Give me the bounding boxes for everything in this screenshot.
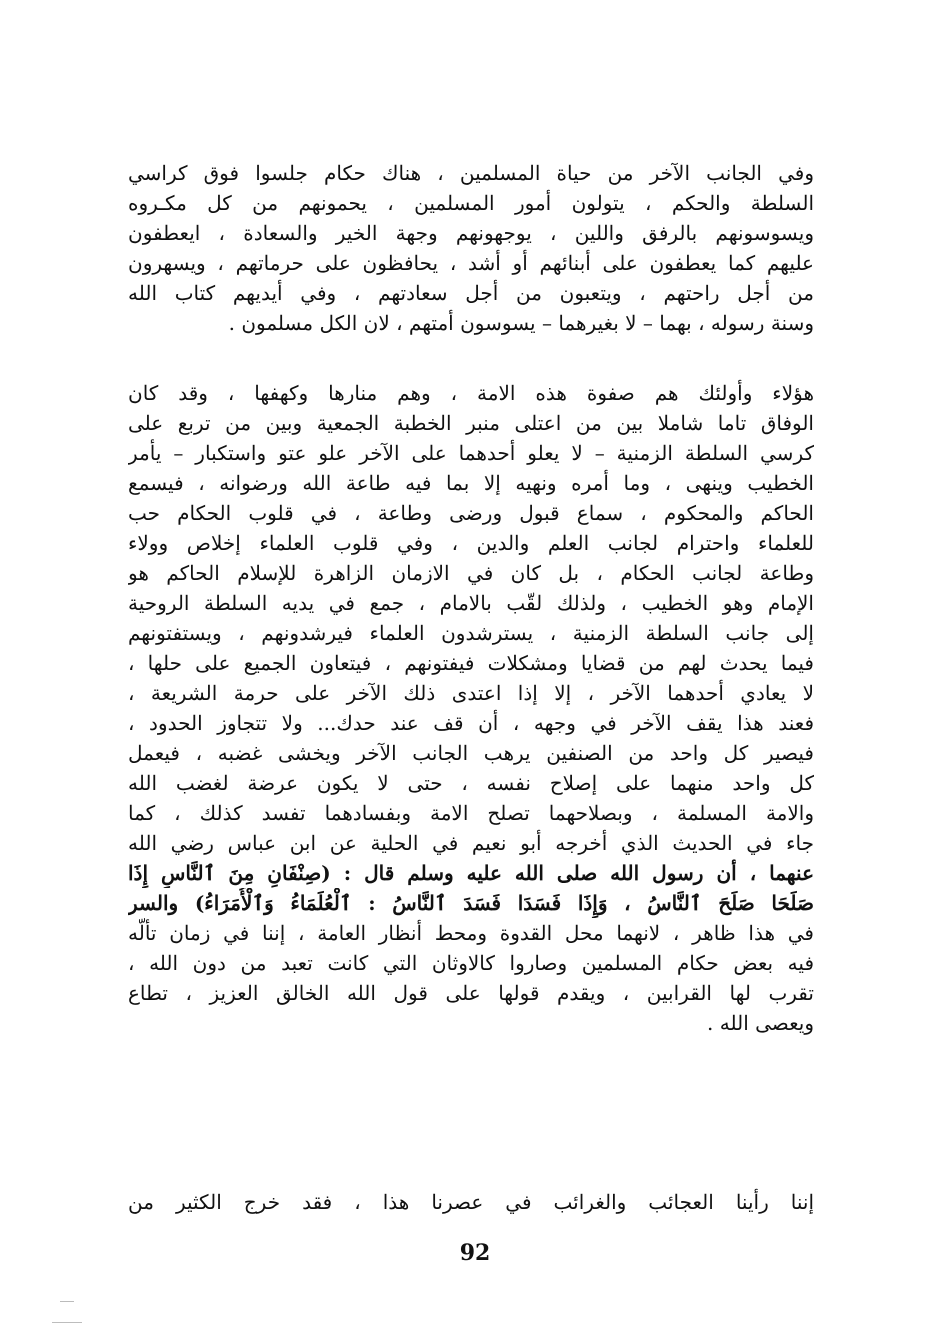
text-line: عليهم كما يعطفون على أبنائهم أو أشد ، يحافظون على حرماتهم ، ويسهرون (128, 251, 814, 275)
text-line: ويسوسونهم بالرفق واللين ، يوجهونهم وجهة الخير والسعادة ، ايعطفون (128, 221, 814, 245)
paragraph-wonders (128, 1187, 814, 1217)
text-line: تقرب لها القرابين ، ويقدم قولها على قول الله الخالق العزيز ، تطاع (128, 981, 814, 1005)
text-line: فعند هذا يقف الآخر في وجهه ، أن قف عند حدك... ولا تتجاوز الحدود ، (128, 711, 814, 735)
text-line: فيه بعض حكام المسلمين وصاروا كالاوثان التي كانت تعبد من دون الله ، (128, 951, 814, 975)
text-line: الوفاق تاما شاملا بين من اعتلى منبر الخطبة الجمعية وبين من تربع على (128, 411, 814, 435)
text-line: وفي الجانب الآخر من حياة المسلمين ، هناك حكام جلسوا فوق كراسي (128, 161, 814, 185)
text-line: هؤلاء وأولئك هم صفوة هذه الامة ، وهم منارها وكهفها ، وقد كان (128, 381, 814, 405)
text-line: كرسي السلطة الزمنية – لا يعلو أحدهما على الآخر علو عتو واستكبار – يأمر (128, 441, 814, 465)
text-line: فيما يحدث لهم من قضايا ومشكلات فيفتونهم ، فيتعاون الجميع على حلها ، (128, 651, 814, 675)
text-line: الإمام وهو الخطيب ، ولذلك لقّب بالامام ، جمع في يديه السلطة الروحية (128, 591, 814, 615)
text-line: جاء في الحديث الذي أخرجه أبو نعيم في الحلية عن ابن عباس رضي الله (128, 831, 814, 855)
text-line: الحاكم والمحكوم ، سماع قبول ورضى وطاعة ، في قلوب الحكام حب (128, 501, 814, 525)
hadith-line: صَلَحَا صَلَحَ ٱلنَّاسُ ، وَإِذَا فَسَدَا فَسَدَ ٱلنَّاسُ : ٱلْعُلَمَاءُ وَٱلْأُمَرَاءُ) والسر (128, 891, 814, 915)
text-line: وطاعة لجانب الحكام ، بل كان في الازمان الزاهرة للإسلام الحاكم هو (128, 561, 814, 585)
text-line: والامة المسلمة ، وبصلاحهما تصلح الامة وبفسادهما تفسد كذلك ، كما (128, 801, 814, 825)
text-line: من أجل راحتهم ، ويتعبون من أجل سعادتهم ، وفي أيديهم كتاب الله (128, 281, 814, 305)
text-line: فيصير كل واحد من الصنفين يرهب الجانب الآخر ويخشى غضبه ، فيعمل (128, 741, 814, 765)
text-line: في هذا ظاهر ، لانهما محل القدوة ومحط أنظار العامة ، إننا في زمان تألّه (128, 921, 814, 945)
text-line: إننا رأينا العجائب والغرائب في عصرنا هذا ، فقد خرج الكثير من (128, 1190, 814, 1214)
scan-corner-mark (52, 1322, 82, 1323)
text-line: كل واحد منهما على إصلاح نفسه ، حتى لا يكون عرضة لغضب الله (128, 771, 814, 795)
text-line: السلطة والحكم ، يتولون أمور المسلمين ، يحمونهم من كل مكـروه (128, 191, 814, 215)
text-line: ويعصى الله . (707, 1011, 814, 1035)
text-line: لا يعادي أحدهما الآخر ، إلا إذا اعتدى ذلك الآخر على حرمة الشريعة ، (128, 681, 814, 705)
page-number: 92 (459, 1240, 491, 1266)
paragraph-rulers (128, 158, 814, 338)
scan-edge-mark (60, 1301, 74, 1302)
text-line: للعلماء واحترام لجانب العلم والدين ، وفي قلوب العلماء إخلاص وولاء (128, 531, 814, 555)
hadith-line: عنهما ، أن رسول الله صلى الله عليه وسلم قال : (صِنْفَانِ مِنَ ٱلنَّاسِ إِذَا (128, 861, 814, 885)
text-line: إلى جانب السلطة الزمنية ، يسترشدون العلماء فيرشدونهم ، ويستفتونهم (128, 621, 814, 645)
paragraph-scholars (128, 378, 814, 1038)
text-line: الخطيب وينهى ، وما أمره ونهيه إلا بما فيه طاعة الله ورضوانه ، فيسمع (128, 471, 814, 495)
text-line: وسنة رسوله ، بهما – لا بغيرهما – يسوسون أمتهم ، لان الكل مسلمون . (228, 311, 814, 335)
